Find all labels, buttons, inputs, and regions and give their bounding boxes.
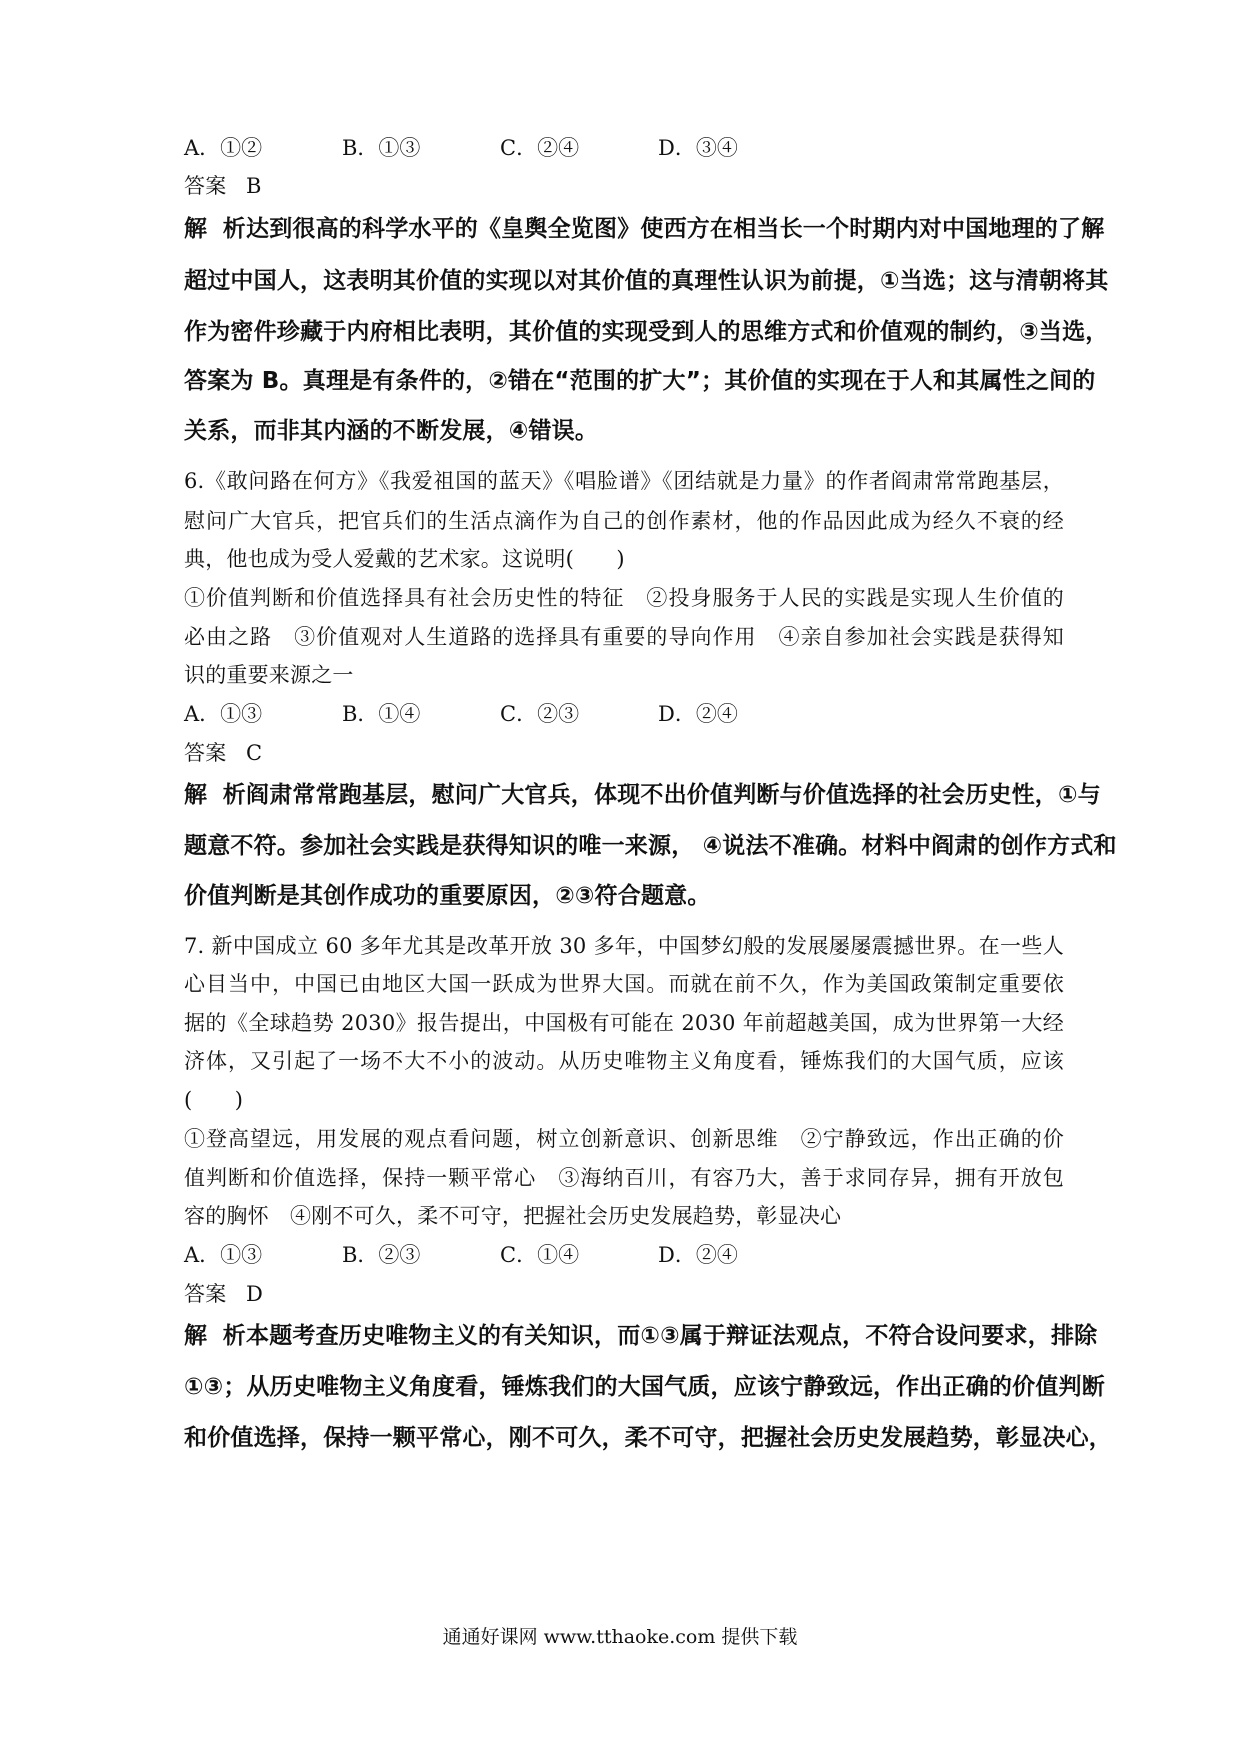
answer-label: 答案 <box>184 741 227 765</box>
option-b: B．②③ <box>342 1243 421 1267</box>
answer-value: D <box>246 1282 264 1306</box>
q7-stem-line: 济体，又引起了一场不大不小的波动。从历史唯物主义角度看，锤炼我们的大国气质，应该 <box>184 1049 1064 1073</box>
q7-stem-line: 7. 新中国成立 60 多年尤其是改革开放 30 多年，中国梦幻般的发展屡屡震撼世界。在一些人 <box>184 934 1064 958</box>
q6-choice-line: ①价值判断和价值选择具有社会历史性的特征 ②投身服务于人民的实践是实现人生价值的 <box>184 586 1064 610</box>
q6-analysis-line: 解析阎肃常常跑基层，慰问广大官兵，体现不出价值判断与价值选择的社会历史性，①与 <box>184 782 1101 808</box>
q7-analysis-line: 解析本题考查历史唯物主义的有关知识，而①③属于辩证法观点，不符合设问要求，排除 <box>184 1323 1098 1349</box>
q7-analysis-line: 和价值选择，保持一颗平常心，刚不可久，柔不可守，把握社会历史发展趋势，彰显决心， <box>184 1425 1112 1451</box>
q5-analysis-line: 关系，而非其内涵的不断发展，④错误。 <box>184 418 599 444</box>
answer-label: 答案 <box>184 1282 227 1306</box>
option-d: D．②④ <box>658 702 738 726</box>
option-b: B．①③ <box>342 136 421 160</box>
q6-choice-line: 识的重要来源之一 <box>184 663 354 687</box>
option-c: C．①④ <box>500 1243 580 1267</box>
option-d: D．③④ <box>658 136 738 160</box>
answer-value: B <box>246 174 262 198</box>
option-c: C．②③ <box>500 702 580 726</box>
q6-analysis-line: 题意不符。参加社会实践是获得知识的唯一来源， ④说法不准确。材料中阎肃的创作方式和 <box>184 833 1117 859</box>
option-c: C．②④ <box>500 136 580 160</box>
q7-answer <box>184 1280 1064 1308</box>
q6-stem-line: 慰问广大官兵，把官兵们的生活点滴作为自己的创作素材，他的作品因此成为经久不衰的经 <box>184 509 1064 533</box>
page-footer: 通通好课网 www.tthaoke.com 提供下载 <box>442 1626 798 1648</box>
q7-analysis-line: ①③；从历史唯物主义角度看，锤炼我们的大国气质，应该宁静致远，作出正确的价值判断 <box>184 1374 1105 1400</box>
option-a: A．①③ <box>184 702 263 726</box>
q5-analysis-line: 答案为 B。真理是有条件的，②错在“范围的扩大”；其价值的实现在于人和其属性之间的 <box>184 368 1096 394</box>
q5-options <box>184 134 1064 162</box>
answer-value: C <box>246 741 263 765</box>
q5-analysis-line: 解析达到很高的科学水平的《皇舆全览图》使西方在相当长一个时期内对中国地理的了解 <box>184 216 1105 242</box>
option-a: A．①② <box>184 136 263 160</box>
q6-analysis-line: 价值判断是其创作成功的重要原因，②③符合题意。 <box>184 883 711 909</box>
q5-analysis-line: 超过中国人，这表明其价值的实现以对其价值的真理性认识为前提，①当选；这与清朝将其 <box>184 268 1109 294</box>
q5-answer <box>184 172 1064 200</box>
q6-choice-line: 必由之路 ③价值观对人生道路的选择具有重要的导向作用 ④亲自参加社会实践是获得知 <box>184 625 1064 649</box>
q7-choice-line: 容的胸怀 ④刚不可久，柔不可守，把握社会历史发展趋势，彰显决心 <box>184 1204 842 1228</box>
q6-stem-line: 典，他也成为受人爱戴的艺术家。这说明( ) <box>184 547 625 571</box>
q7-choice-line: ①登高望远，用发展的观点看问题，树立创新意识、创新思维 ②宁静致远，作出正确的价 <box>184 1127 1064 1151</box>
q6-answer <box>184 739 1064 767</box>
q6-stem-line: 6.《敢问路在何方》《我爱祖国的蓝天》《唱脸谱》《团结就是力量》的作者阎肃常常跑基层， <box>184 469 1064 493</box>
analysis-label: 解析 <box>184 1323 246 1349</box>
analysis-label: 解析 <box>184 216 246 242</box>
q7-options <box>184 1241 1064 1269</box>
option-a: A．①③ <box>184 1243 263 1267</box>
q5-analysis-line: 作为密件珍藏于内府相比表明，其价值的实现受到人的思维方式和价值观的制约，③当选， <box>184 319 1109 345</box>
q6-options <box>184 700 1064 728</box>
q7-stem-line: 心目当中，中国已由地区大国一跃成为世界大国。而就在前不久，作为美国政策制定重要依 <box>184 972 1064 996</box>
option-b: B．①④ <box>342 702 421 726</box>
answer-label: 答案 <box>184 174 227 198</box>
analysis-label: 解析 <box>184 782 246 808</box>
option-d: D．②④ <box>658 1243 738 1267</box>
q7-stem-line: 据的《全球趋势 2030》报告提出，中国极有可能在 2030 年前超越美国，成为世界第一大经 <box>184 1011 1064 1035</box>
q7-choice-line: 值判断和价值选择，保持一颗平常心 ③海纳百川，有容乃大，善于求同存异，拥有开放包 <box>184 1166 1064 1190</box>
q7-stem-line: ( ) <box>184 1088 244 1112</box>
